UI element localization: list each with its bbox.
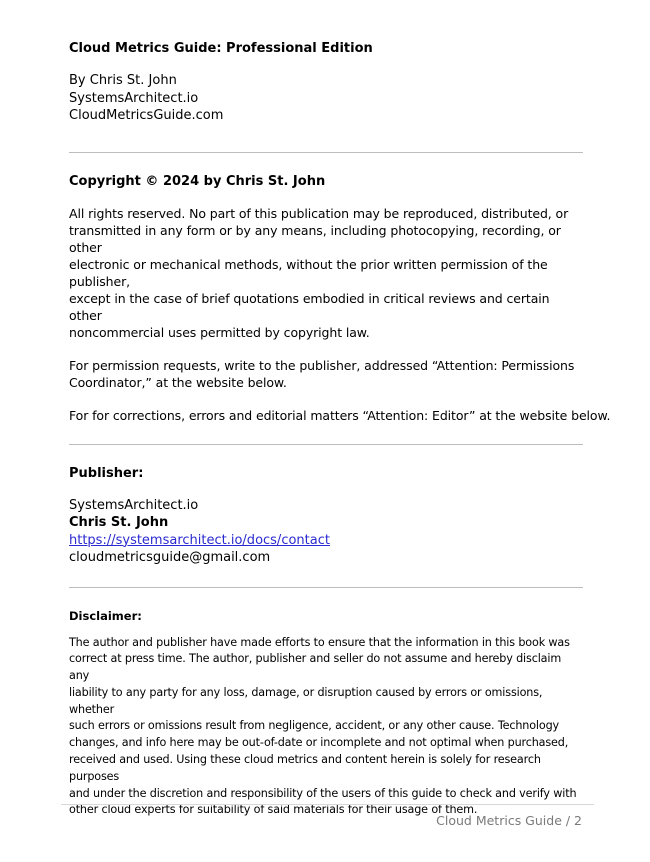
contact-link[interactable]: https://systemsarchitect.io/docs/contact <box>69 532 330 548</box>
paragraph-line: noncommercial uses permitted by copyright law. <box>69 324 370 340</box>
author-org: SystemsArchitect.io <box>69 90 199 106</box>
publisher-heading: Publisher: <box>69 465 144 481</box>
section-divider <box>69 587 583 588</box>
paragraph-line: liability to any party for any loss, damage, or disruption caused by errors or omissions, whether <box>69 685 543 716</box>
paragraph-line: other cloud experts for suitability of said materials for their usage of them. <box>69 803 478 817</box>
publisher-block <box>69 497 583 567</box>
paragraph-line: transmitted in any form or by any means, including photocopying, recording, or other <box>69 222 561 255</box>
paragraph-line: Coordinator,” at the website below. <box>69 374 287 390</box>
paragraph-line: such errors or omissions result from negligence, accident, or any other cause. Technology <box>69 719 559 733</box>
page-content <box>69 40 611 819</box>
section-divider <box>69 444 583 445</box>
page-footer: Cloud Metrics Guide / 2 <box>436 813 582 828</box>
rights-paragraph <box>69 205 583 341</box>
paragraph-line: For permission requests, write to the publisher, addressed “Attention: Permissions <box>69 357 575 373</box>
paragraph-line: correct at press time. The author, publisher and seller do not assume and hereby disclaim any <box>69 652 562 683</box>
paragraph-line: and under the discretion and responsibility of the users of this guide to check and verify with <box>69 786 577 800</box>
book-title: Cloud Metrics Guide: Professional Edition <box>69 41 373 56</box>
paragraph-line: All rights reserved. No part of this publication may be reproduced, distributed, or <box>69 205 569 221</box>
publisher-org: SystemsArchitect.io <box>69 497 199 513</box>
paragraph-line: The author and publisher have made efforts to ensure that the information in this book was <box>69 635 570 649</box>
footer-divider <box>61 804 594 805</box>
paragraph-line: electronic or mechanical methods, without the prior written permission of the publisher, <box>69 256 548 289</box>
disclaimer-heading: Disclaimer: <box>69 608 142 623</box>
paragraph-line: changes, and info here may be out-of-date or incomplete and not optimal when purchased, <box>69 736 569 750</box>
corrections-paragraph: For for corrections, errors and editorial matters “Attention: Editor” at the website below. <box>69 407 611 423</box>
section-divider <box>69 152 583 153</box>
publisher-email: cloudmetricsguide@gmail.com <box>69 550 271 565</box>
byline: By Chris St. John <box>69 73 177 88</box>
paragraph-line: except in the case of brief quotations embodied in critical reviews and certain other <box>69 290 550 323</box>
publisher-name: Chris St. John <box>69 515 169 530</box>
paragraph-line: received and used. Using these cloud metrics and content herein is solely for research purposes <box>69 753 541 783</box>
disclaimer-paragraph <box>69 635 583 820</box>
copyright-heading: Copyright © 2024 by Chris St. John <box>69 173 326 189</box>
author-site: CloudMetricsGuide.com <box>69 108 224 123</box>
author-block <box>69 72 583 125</box>
permissions-paragraph <box>69 357 583 391</box>
